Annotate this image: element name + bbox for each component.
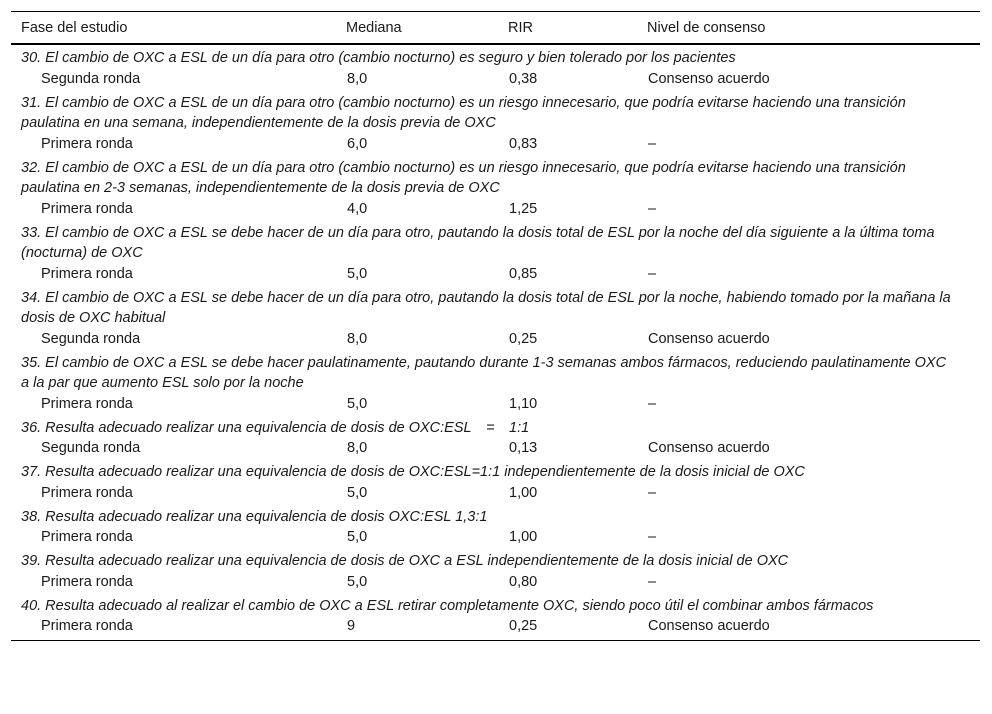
statement-row [11, 505, 980, 528]
median-cell: 5,0 [347, 265, 368, 282]
phase-cell: Primera ronda [41, 529, 133, 545]
rir-cell: 1,00 [509, 529, 538, 545]
consensus-cell: – [648, 265, 657, 282]
rir-cell: 0,85 [509, 265, 538, 282]
result-row [11, 572, 980, 594]
header-mediana: Mediana [346, 19, 402, 36]
result-row [11, 483, 980, 505]
median-cell: 8,0 [347, 440, 368, 456]
phase-cell: Segunda ronda [41, 330, 141, 347]
header-rir: RIR [508, 19, 533, 36]
statement-row [11, 351, 980, 394]
phase-cell: Primera ronda [41, 484, 133, 501]
phase-cell: Primera ronda [41, 618, 133, 634]
result-row [11, 199, 980, 221]
median-cell: 8,0 [347, 330, 368, 347]
median-cell: 8,0 [347, 70, 368, 87]
rir-cell: 0,38 [509, 70, 538, 87]
phase-cell: Primera ronda [41, 135, 133, 152]
rir-cell: 0,13 [509, 440, 538, 456]
statement-row [11, 221, 980, 264]
statement-row [11, 549, 980, 572]
statement-text: 33. El cambio de OXC a ESL se debe hacer de un día para otro, pautando la dosis total de ESL por la noche del día siguiente a la última toma (nocturna) de OXC [21, 224, 935, 261]
median-cell: 5,0 [347, 573, 368, 590]
consensus-cell: – [648, 135, 657, 152]
statement-row [11, 156, 980, 199]
median-cell: 4,0 [347, 200, 368, 217]
statement-row [11, 594, 980, 617]
consensus-table [11, 11, 980, 641]
statement-text: 35. El cambio de OXC a ESL se debe hacer paulatinamente, pautando durante 1-3 semanas ambos fármacos, reduciendo paulatinamente OXC a la par que aumento ESL solo por la noche [21, 354, 947, 391]
statement-text: 40. Resulta adecuado al realizar el cambio de OXC a ESL retirar completamente OXC, siendo poco útil el combinar ambos fármacos [21, 597, 874, 614]
statement-text: 34. El cambio de OXC a ESL se debe hacer de un día para otro, pautando la dosis total de ESL por la noche, habiendo tomado por la mañana la dosis de OXC habitual [21, 289, 951, 326]
result-row [11, 134, 980, 156]
rir-cell: 0,25 [509, 330, 538, 347]
statement-text: 36. Resulta adecuado realizar una equivalencia de dosis de OXC:ESL = 1:1 [21, 419, 530, 436]
header-nivel-consenso: Nivel de consenso [647, 19, 766, 36]
median-cell: 9 [347, 618, 356, 634]
statement-row [11, 91, 980, 134]
statement-text: 38. Resulta adecuado realizar una equivalencia de dosis OXC:ESL 1,3:1 [21, 508, 488, 525]
consensus-cell: Consenso acuerdo [648, 70, 770, 87]
median-cell: 5,0 [347, 529, 368, 545]
consensus-cell: Consenso acuerdo [648, 440, 770, 456]
result-row [11, 527, 980, 549]
consensus-cell: – [648, 529, 657, 545]
median-cell: 5,0 [347, 484, 368, 501]
statement-row [11, 460, 980, 483]
statement-text: 37. Resulta adecuado realizar una equivalencia de dosis de OXC:ESL=1:1 independientemente de la dosis inicial de OXC [21, 464, 805, 480]
statement-text: 32. El cambio de OXC a ESL de un día para otro (cambio nocturno) es un riesgo innecesario, que podría evitarse haciendo una transición paulatina en 2-3 semanas, independientemente de la dosis previa de OXC [21, 159, 906, 196]
rir-cell: 1,10 [509, 395, 538, 412]
rir-cell: 1,25 [509, 200, 538, 217]
phase-cell: Primera ronda [41, 200, 133, 217]
statement-row [11, 44, 980, 69]
rir-cell: 0,25 [509, 618, 538, 634]
table-body [11, 44, 980, 641]
consensus-cell: – [648, 200, 657, 217]
phase-cell: Segunda ronda [41, 70, 141, 87]
consensus-cell: Consenso acuerdo [648, 330, 770, 347]
consensus-cell: – [648, 484, 657, 501]
rir-cell: 0,80 [509, 573, 538, 590]
phase-cell: Primera ronda [41, 265, 133, 282]
phase-cell: Segunda ronda [41, 440, 141, 456]
statement-text: 39. Resulta adecuado realizar una equivalencia de dosis de OXC a ESL independientemente de la dosis inicial de OXC [21, 553, 789, 569]
phase-cell: Primera ronda [41, 573, 133, 590]
statement-row [11, 286, 980, 329]
statement-text: 30. El cambio de OXC a ESL de un día para otro (cambio nocturno) es seguro y bien tolerado por los pacientes [21, 50, 736, 66]
table-header [11, 12, 980, 45]
statement-row [11, 416, 980, 439]
consensus-cell: Consenso acuerdo [648, 618, 770, 634]
median-cell: 6,0 [347, 135, 368, 152]
result-row [11, 438, 980, 460]
phase-cell: Primera ronda [41, 395, 133, 412]
consensus-table-container [11, 11, 980, 641]
statement-text: 31. El cambio de OXC a ESL de un día para otro (cambio nocturno) es un riesgo innecesario, que podría evitarse haciendo una transición paulatina en una semana, independientemente de la dosis previa de OXC [21, 94, 906, 131]
consensus-cell: – [648, 573, 657, 590]
rir-cell: 1,00 [509, 484, 538, 501]
result-row [11, 264, 980, 286]
median-cell: 5,0 [347, 395, 368, 412]
result-row [11, 616, 980, 641]
result-row [11, 394, 980, 416]
consensus-cell: – [648, 395, 657, 412]
header-row [11, 12, 980, 45]
result-row [11, 69, 980, 91]
result-row [11, 329, 980, 351]
rir-cell: 0,83 [509, 135, 538, 152]
header-fase: Fase del estudio [21, 19, 128, 36]
